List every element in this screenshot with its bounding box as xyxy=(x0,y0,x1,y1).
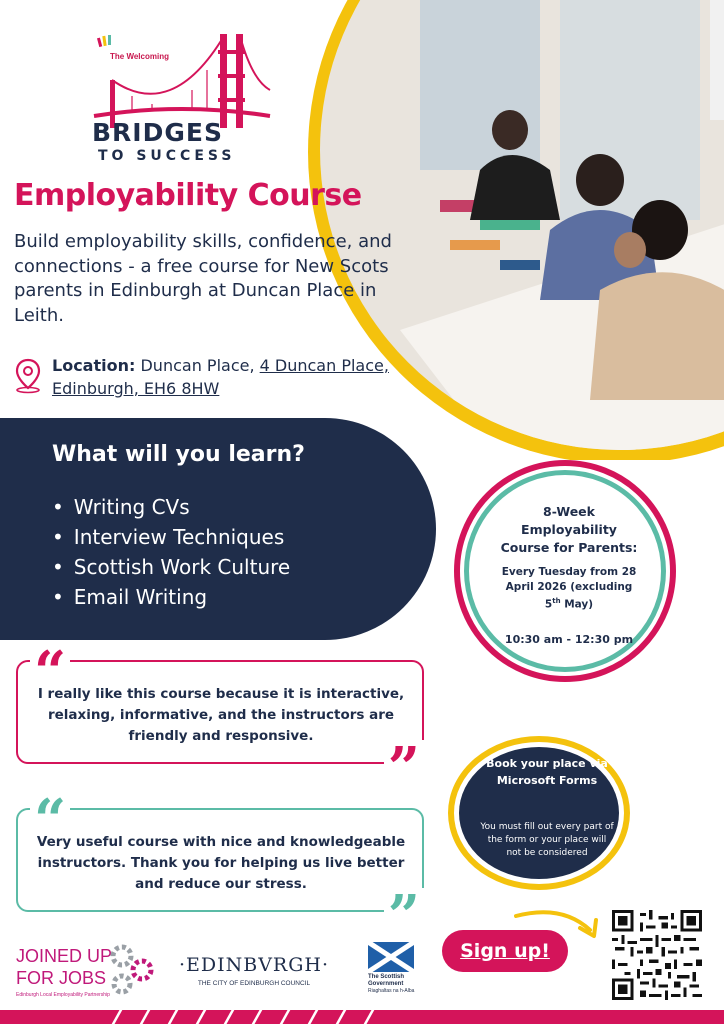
edinburgh-logo-council: THE CITY OF EDINBURGH COUNCIL xyxy=(197,980,311,987)
logo-success-text: TO SUCCESS xyxy=(98,148,236,164)
course-info-circle xyxy=(454,460,676,682)
scot-gov-gaelic: Riaghaltas na h-Alba xyxy=(368,988,415,994)
location-place: Duncan Place, xyxy=(140,356,255,375)
course-info-inner-ring xyxy=(464,470,666,672)
footer-bar xyxy=(0,1010,724,1024)
learn-item-email-writing: • Email Writing xyxy=(52,582,290,612)
testimonial-text: I really like this course because it is interactive, relaxing, informative, and the instructors are friendly and responsive. xyxy=(37,686,405,744)
course-info-time: 10:30 am - 12:30 pm xyxy=(504,633,634,646)
edinburgh-council-logo xyxy=(168,954,340,994)
booking-heading: Book your place via Microsoft Forms xyxy=(486,757,608,787)
testimonial-card xyxy=(16,792,424,932)
open-quote-icon: “ xyxy=(30,644,70,688)
learn-panel xyxy=(0,418,436,640)
location-pin-icon xyxy=(14,358,42,394)
jobs-logo-line1: JOINED UP xyxy=(16,946,113,966)
booking-note: You must fill out every part of the form or your place will not be considered xyxy=(480,822,614,858)
schedule-text-end: May) xyxy=(564,598,594,611)
learn-list xyxy=(52,492,290,612)
learn-title: What will you learn? xyxy=(52,442,305,467)
close-quote-icon: ” xyxy=(384,740,424,784)
logo-bridges-text: BRIDGES xyxy=(92,118,223,147)
scottish-government-logo xyxy=(364,942,424,998)
joined-up-for-jobs-logo xyxy=(16,940,166,1000)
logo-welcoming-text: The Welcoming xyxy=(110,52,169,61)
testimonial-card xyxy=(16,644,424,784)
edinburgh-logo-name: ·EDINBVRGH· xyxy=(178,954,330,976)
address-link-line2[interactable]: Edinburgh, EH6 8HW xyxy=(52,379,220,398)
gears-icon xyxy=(102,940,168,996)
schedule-ordinal: th xyxy=(552,597,561,605)
course-info-heading: 8-Week Employability Course for Parents: xyxy=(500,504,638,555)
scot-gov-line2: Government xyxy=(368,981,404,987)
course-info-schedule xyxy=(499,565,639,612)
course-intro: Build employability skills, confidence, and connections - a free course for New Scots parents in Edinburgh at Duncan Place in Leith. xyxy=(14,231,392,326)
close-quote-icon: ” xyxy=(384,888,424,932)
sign-up-button[interactable]: Sign up! xyxy=(442,930,568,972)
arrow-icon xyxy=(512,908,604,948)
bridges-to-success-logo xyxy=(92,30,272,170)
saltire-flag-icon xyxy=(368,942,414,972)
jobs-logo-line2: FOR JOBS xyxy=(16,968,107,988)
jobs-logo-tagline: Edinburgh Local Employability Partnership xyxy=(16,992,110,998)
course-title: Employability Course xyxy=(14,178,362,213)
location-text xyxy=(52,354,412,400)
booking-circle-inner xyxy=(459,747,619,879)
learn-item-scottish-work-culture: • Scottish Work Culture xyxy=(52,552,290,582)
learn-item-writing-cvs: • Writing CVs xyxy=(52,492,290,522)
testimonial-text: Very useful course with nice and knowledgeable instructors. Thank you for helping us live better and reduce our stress. xyxy=(36,834,406,892)
qr-code[interactable] xyxy=(612,910,702,1000)
open-quote-icon: “ xyxy=(30,792,70,836)
address-link-line1[interactable]: 4 Duncan Place, xyxy=(259,356,389,375)
booking-circle xyxy=(448,736,630,890)
schedule-text: Every Tuesday from 28 April 2026 (excluding 5 xyxy=(501,566,637,611)
location-label: Location: xyxy=(52,356,136,375)
scot-gov-line1: The Scottish xyxy=(368,974,405,980)
bridge-icon xyxy=(92,30,272,130)
learn-item-interview-techniques: • Interview Techniques xyxy=(52,522,290,552)
